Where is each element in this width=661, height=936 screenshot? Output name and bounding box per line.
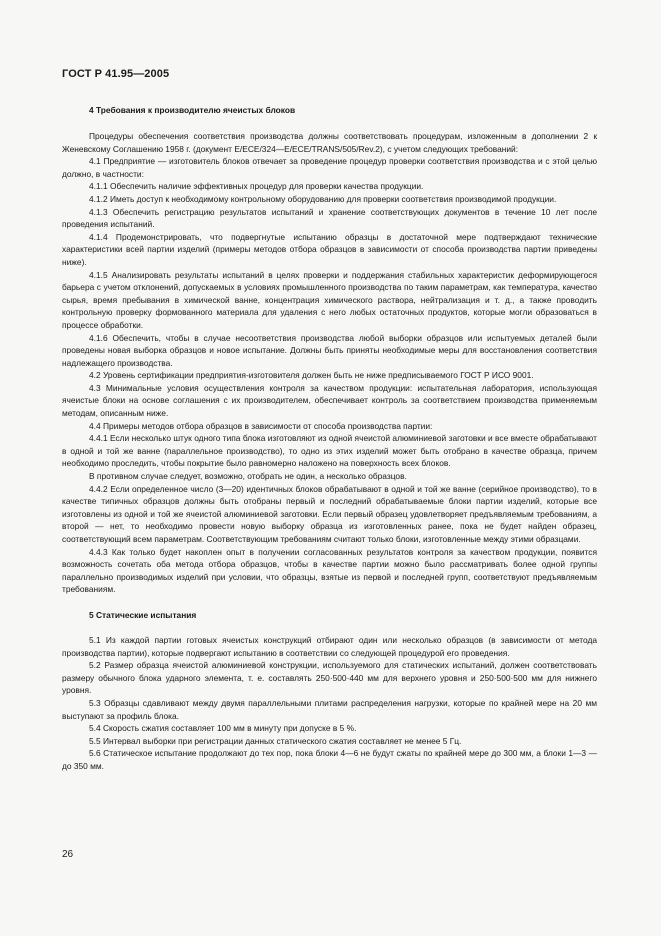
paragraph: В противном случае следует, возможно, отобрать не один, а несколько образцов. xyxy=(89,471,407,482)
paragraph: 5.6 Статическое испытание продолжают до тех пор, пока блоки 4—6 не будут сжаты по крайней мере до 300 мм, а блоки 1—3 — до 350 мм. xyxy=(62,748,597,771)
paragraph: 4.1.3 Обеспечить регистрацию результатов испытаний и хранение соответствующих документов в течение 10 лет после проведения испытаний. xyxy=(62,206,597,230)
paragraph: 5.4 Скорость сжатия составляет 100 мм в минуту при допуске в 5 %. xyxy=(89,723,357,734)
section-4-title: 4 Требования к производителю ячеистых блоков xyxy=(89,105,296,115)
paragraph: 5.5 Интервал выборки при регистрации данных статического сжатия составляет не менее 5 Гц. xyxy=(89,735,462,746)
paragraph: 5.1 Из каждой партии готовых ячеистых конструкций отбирают один или несколько образцов (в зависимости от метода производства партии), которые подвергают испытанию в соответствии со следующей процедурой его проведения. xyxy=(62,634,597,658)
paragraph: 4.1.1 Обеспечить наличие эффективных процедур для проверки качества продукции. xyxy=(89,181,424,192)
paragraph: 4.1.2 Иметь доступ к необходимому контрольному оборудованию для проверки соответствия производимой продукции. xyxy=(89,193,557,204)
page-number: 26 xyxy=(62,849,74,860)
paragraph: 4.1.6 Обеспечить, чтобы в случае несоответствия производства любой выборки образцов или испытуемых деталей были проведены новая выборка образцов и новое испытание. Должны быть приняты необходимые меры для восстановления соответствия надлежащего производства. xyxy=(62,332,597,368)
standard-header: ГОСТ Р 41.95—2005 xyxy=(62,68,170,80)
section-5-body xyxy=(62,634,597,773)
paragraph: 4.1 Предприятие — изготовитель блоков отвечает за проведение процедур проверки соответствия производства и с этой целью должно, в частности: xyxy=(62,156,597,179)
paragraph: 5.2 Размер образца ячеистой алюминиевой конструкции, используемого для статических испытаний, должен соответствовать размеру обычного блока ударного элемента, т. е. составлять 250·500·440 мм для верхнего уровня и 250·500·500 мм для нижнего уровня. xyxy=(62,660,597,696)
paragraph: 5.3 Образцы сдавливают между двумя параллельными плитами распределения нагрузки, которые по крайней мере на 20 мм выступают за профиль блока. xyxy=(62,697,597,721)
section-4-body xyxy=(62,130,597,596)
paragraph: 4.1.4 Продемонстрировать, что подвергнутые испытанию образцы в достаточной мере подтверждают технические характеристики всей партии изделий (примеры методов отбора образцов в зависимости от способа производства партии приведены ниже). xyxy=(62,231,597,267)
paragraph: 4.2 Уровень сертификации предприятия-изготовителя должен быть не ниже предписываемого ГОСТ Р ИСО 9001. xyxy=(89,370,534,381)
paragraph: 4.1.5 Анализировать результаты испытаний в целях проверки и поддержания стабильных характеристик деформирующегося барьера с учетом отклонений, допускаемых в условиях промышленного производства по таким параметрам, как температура, качество сырья, время пребывания в химической ванне, концентрация химического раствора, нейтрализация и т. д., а также проводить контрольную проверку формованного материала для удаления с него любых остаточных продуктов, которые могли образоваться в процессе обработки. xyxy=(62,269,597,330)
paragraph: 4.4 Примеры методов отбора образцов в зависимости от способа производства партии: xyxy=(89,420,433,431)
paragraph: 4.4.3 Как только будет накоплен опыт в получении согласованных результатов контроля за качеством продукции, появится возможность сочетать оба метода отбора образцов, чтобы в качестве партии можно было рассматривать более одной группы параллельно производимых изделий при условии, что образцы, взятые из первой и последней групп, соответствуют предъявляемым требованиям. xyxy=(62,546,597,595)
section-5-title: 5 Статические испытания xyxy=(89,609,197,620)
paragraph: 4.3 Минимальные условия осуществления контроля за качеством продукции: испытательная лаборатория, использующая ячеистые блоки на основе соглашения с их производителем, обеспечивает контроль за соответствием производства применяемым методам, описанным ниже. xyxy=(62,382,597,419)
paragraph: Процедуры обеспечения соответствия производства должны соответствовать процедурам, изложенным в дополнении 2 к Женевскому Соглашению 1958 г. (документ E/ECE/324—E/ECE/TRANS/505/Rev.2), с учетом следующих требований: xyxy=(62,131,597,154)
paragraph: 4.4.1 Если несколько штук одного типа блока изготовляют из одной ячеистой алюминиевой заготовки и все вместе обрабатывают в одной и той же ванне (параллельное производство), то одно из этих изделий может быть отобрано в качестве образца, причем необходимо проследить, чтобы покрытие было равномерно наложено на поверхность всех блоков. xyxy=(62,433,597,469)
paragraph: 4.4.2 Если определенное число (3—20) идентичных блоков обрабатывают в одной и той же ванне (серийное производство), то в качестве типичных образцов должны быть отобраны первый и последний обрабатываемые блоки партии изделий, которые все изготовлены из одной и той же ячеистой алюминиевой заготовки. Если первый образец удовлетворяет предъявляемым требованиям, а второй — нет, то необходимо провести новую выборку образца из изготовленных ранее, пока не будет найден образец, соответствующий всем параметрам. Соответствующим требованиям считают только блоки, изготовленные между этими образцами. xyxy=(62,483,597,544)
